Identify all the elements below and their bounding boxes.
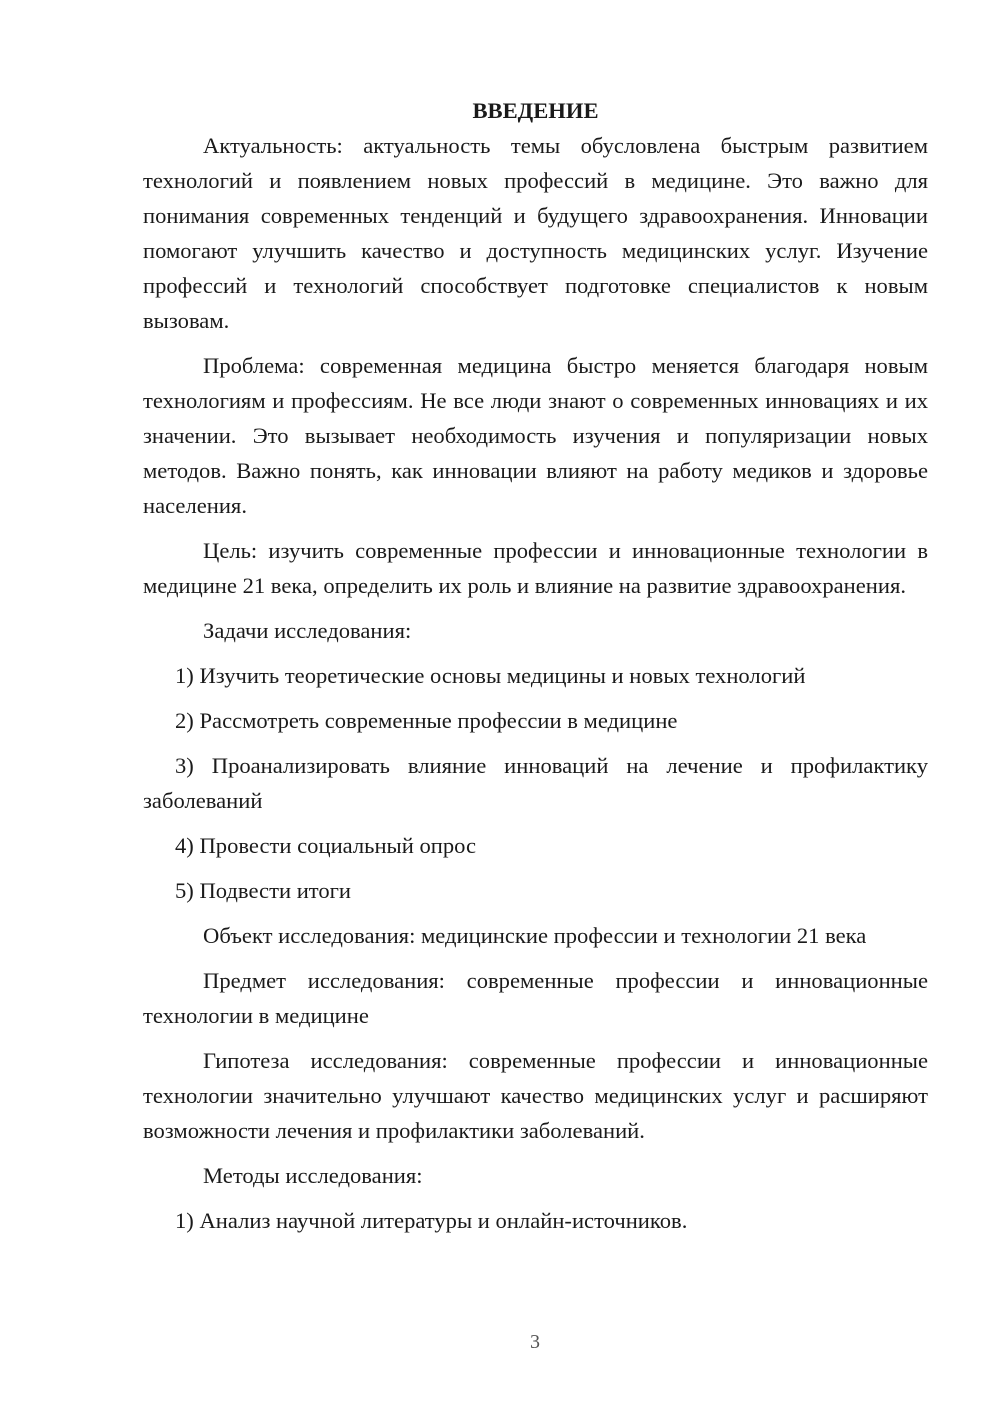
- page-body: [143, 93, 928, 1248]
- task-item: 2) Рассмотреть современные профессии в медицине: [175, 708, 678, 733]
- task-item: 4) Провести социальный опрос: [175, 833, 477, 858]
- relevance-paragraph: Актуальность: актуальность темы обусловлена быстрым развитием технологий и появлением новых профессий в медицине. Это важно для понимания современных тенденций и будущего здравоохранения. Инновации помогают улучшить качество и доступность медицинских услуг. Изучение профессий и технологий способствует подготовке специалистов к новым вызовам.: [143, 133, 928, 333]
- hypothesis-paragraph: Гипотеза исследования: современные профессии и инновационные технологии значительно улучшают качество медицинских услуг и расширяют возможности лечения и профилактики заболеваний.: [143, 1048, 928, 1143]
- problem-paragraph: Проблема: современная медицина быстро меняется благодаря новым технологиям и профессиям. Не все люди знают о современных инновациях и их значении. Это вызывает необходимость изучения и популяризации новых методов. Важно понять, как инновации влияют на работу медиков и здоровье населения.: [143, 353, 928, 518]
- page-title: ВВЕДЕНИЕ: [472, 98, 599, 123]
- task-item: 5) Подвести итоги: [175, 878, 352, 903]
- task-item: 1) Изучить теоретические основы медицины и новых технологий: [175, 663, 806, 688]
- subject-paragraph: Предмет исследования: современные профессии и инновационные технологии в медицине: [143, 968, 928, 1028]
- goal-paragraph: Цель: изучить современные профессии и инновационные технологии в медицине 21 века, определить их роль и влияние на развитие здравоохранения.: [143, 538, 928, 598]
- method-item: 1) Анализ научной литературы и онлайн-источников.: [175, 1208, 688, 1233]
- page-number: 3: [530, 1331, 540, 1353]
- object-paragraph: Объект исследования: медицинские профессии и технологии 21 века: [203, 923, 867, 948]
- task-item: 3) Проанализировать влияние инноваций на лечение и профилактику заболеваний: [143, 753, 928, 813]
- tasks-heading: Задачи исследования:: [203, 618, 412, 643]
- methods-heading: Методы исследования:: [203, 1163, 423, 1188]
